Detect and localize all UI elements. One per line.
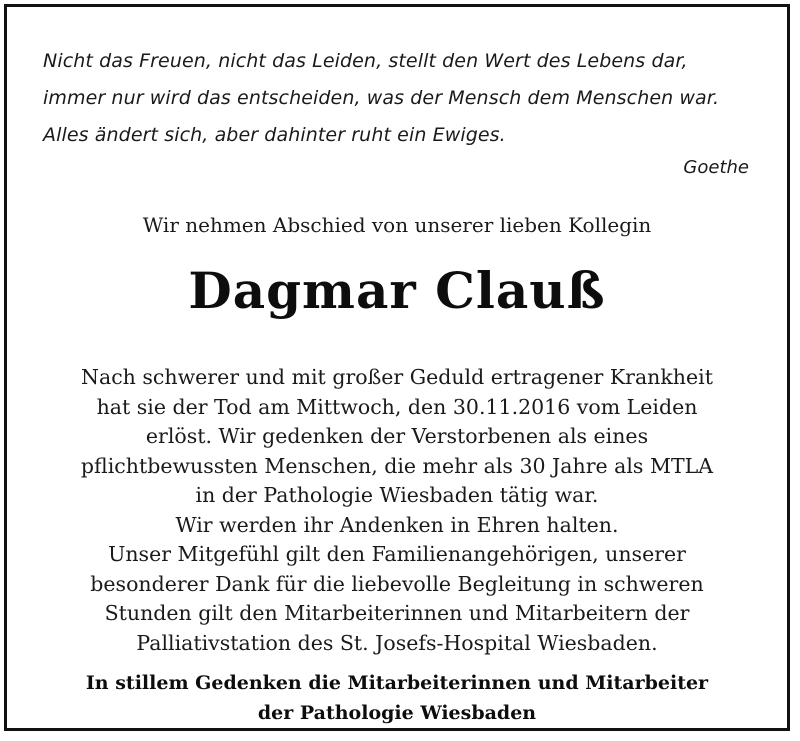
signoff-line: In stillem Gedenken die Mitarbeiterinnen und Mitarbeiter — [85, 672, 709, 694]
body-line: Stunden gilt den Mitarbeiterinnen und Mitarbeitern der — [104, 601, 690, 625]
signoff — [7, 668, 787, 728]
farewell-intro: Wir nehmen Abschied von unserer lieben Kollegin — [142, 213, 652, 237]
deceased-name: Dagmar Clauß — [188, 261, 606, 320]
signoff-line: der Pathologie Wiesbaden — [257, 702, 537, 724]
body-line: Wir werden ihr Andenken in Ehren halten. — [175, 512, 619, 537]
body-line: Nach schwerer und mit großer Geduld ertragener Krankheit — [81, 365, 713, 389]
body-line: Palliativstation des St. Josefs-Hospital Wiesbaden. — [136, 630, 658, 655]
body-line: hat sie der Tod am Mittwoch, den 30.11.2016 vom Leiden — [96, 394, 698, 419]
quote-line: Alles ändert sich, aber dahinter ruht ein Ewiges. — [43, 124, 506, 146]
poem-quote — [43, 43, 769, 154]
body-line: Unser Mitgefühl gilt den Familienangehörigen, unserer — [108, 542, 686, 566]
body-line: erlöst. Wir gedenken der Verstorbenen als eines — [145, 424, 649, 448]
quote-line: immer nur wird das entscheiden, was der Mensch dem Menschen war. — [43, 87, 720, 109]
body-line: pflichtbewussten Menschen, die mehr als 30 Jahre als MTLA — [80, 453, 714, 478]
body-line: besonderer Dank für die liebevolle Begleitung in schweren — [90, 571, 704, 596]
quote-author: Goethe — [683, 157, 749, 178]
quote-line: Nicht das Freuen, nicht das Leiden, stellt den Wert des Lebens dar, — [43, 50, 688, 72]
obituary-body — [7, 363, 787, 658]
obituary-notice — [4, 4, 790, 731]
body-line: in der Pathologie Wiesbaden tätig war. — [195, 483, 599, 507]
